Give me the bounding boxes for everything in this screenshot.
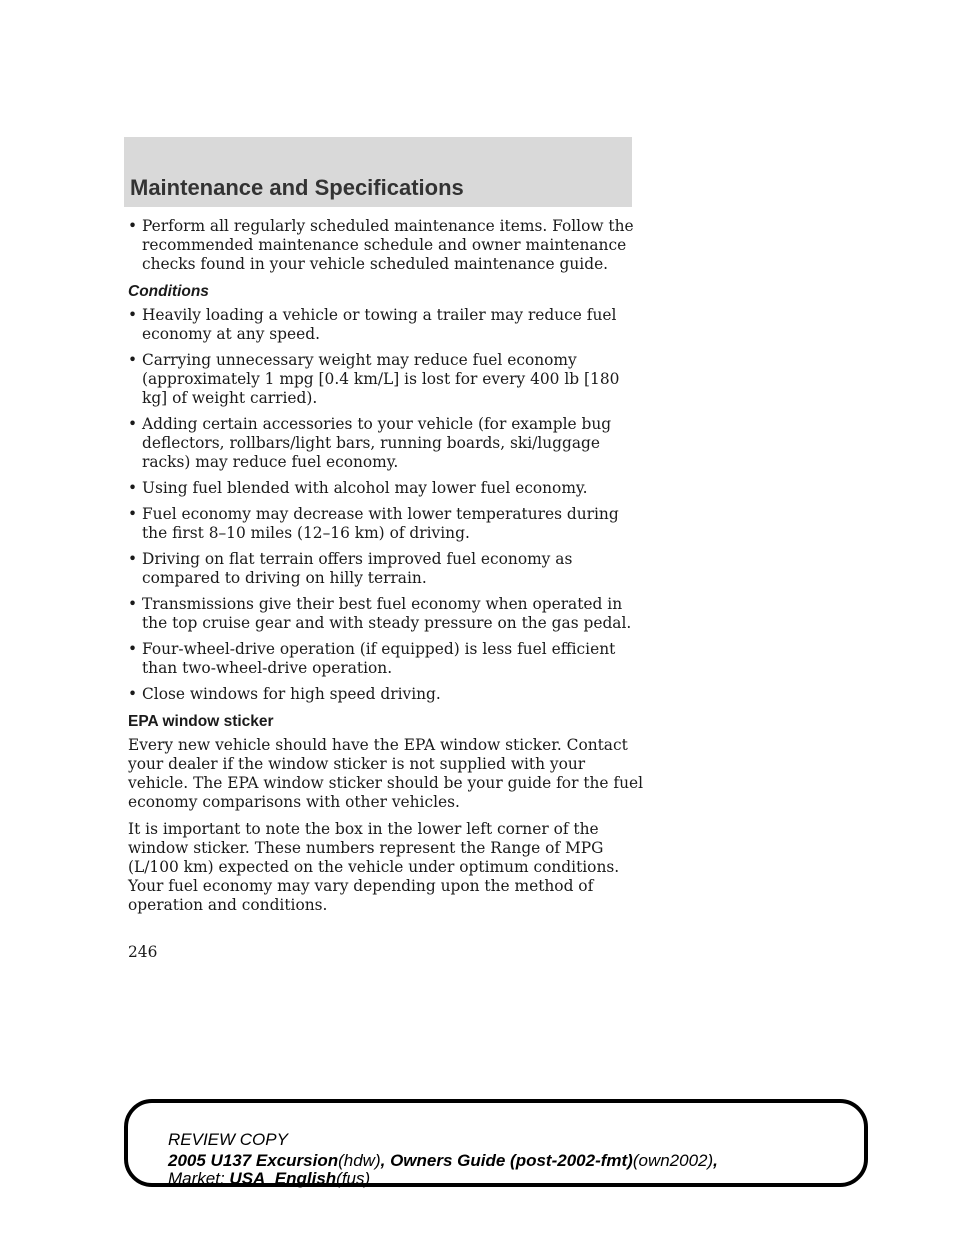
bullet-item xyxy=(128,351,648,408)
page-content xyxy=(128,217,648,923)
bullet-dot: • xyxy=(128,351,138,369)
epa-heading: EPA window sticker xyxy=(128,713,274,730)
bullet-text: Transmissions give their best fuel economy when operated in the top cruise gear and with steady pressure on the gas pedal. xyxy=(142,595,632,632)
bullet-text: Adding certain accessories to your vehicle (for example bug deflectors, rollbars/light bars, running boards, ski/luggage racks) may reduce fuel economy. xyxy=(142,415,612,471)
review-model-line xyxy=(168,1151,718,1171)
review-market-code: (fus) xyxy=(336,1169,371,1188)
bullet-text: Perform all regularly scheduled maintenance items. Follow the recommended maintenance schedule and owner maintenance checks found in your vehicle scheduled maintenance guide. xyxy=(142,217,634,273)
bullet-text: Fuel economy may decrease with lower temperatures during the first 8–10 miles (12–16 km) of driving. xyxy=(142,505,619,542)
page-number: 246 xyxy=(128,943,158,961)
review-market-line xyxy=(168,1169,370,1189)
review-trail: , xyxy=(713,1151,718,1170)
review-market-label: Market: xyxy=(168,1169,225,1188)
review-guide: , Owners Guide (post-2002-fmt) xyxy=(380,1151,633,1170)
bullet-item xyxy=(128,640,648,678)
review-copy-box xyxy=(124,1099,868,1187)
bullet-item xyxy=(128,595,648,633)
review-market: USA_English xyxy=(229,1169,337,1188)
bullet-dot: • xyxy=(128,550,138,568)
review-model: 2005 U137 Excursion xyxy=(168,1151,339,1170)
bullet-item xyxy=(128,479,648,498)
review-model-code: (hdw) xyxy=(338,1151,381,1170)
section-title: Maintenance and Specifications xyxy=(130,175,464,200)
bullet-text: Close windows for high speed driving. xyxy=(142,685,441,703)
bullet-item xyxy=(128,217,648,274)
epa-paragraph: Every new vehicle should have the EPA window sticker. Contact your dealer if the window sticker is not supplied with your vehicle. The EPA window sticker should be your guide for the fuel economy comparisons with other vehicles. xyxy=(128,736,644,811)
bullet-text: Driving on flat terrain offers improved fuel economy as compared to driving on hilly terrain. xyxy=(142,550,573,587)
review-label: REVIEW COPY xyxy=(168,1130,288,1149)
bullet-dot: • xyxy=(128,505,138,523)
bullet-dot: • xyxy=(128,685,138,703)
section-header xyxy=(124,137,632,207)
bullet-item xyxy=(128,505,648,543)
bullet-dot: • xyxy=(128,595,138,613)
bullet-dot: • xyxy=(128,640,138,658)
bullet-text: Four-wheel-drive operation (if equipped) is less fuel efficient than two-wheel-drive operation. xyxy=(142,640,616,677)
bullet-text: Carrying unnecessary weight may reduce fuel economy (approximately 1 mpg [0.4 km/L] is lost for every 400 lb [180 kg] of weight carried). xyxy=(142,351,620,407)
bullet-dot: • xyxy=(128,415,138,433)
bullet-text: Using fuel blended with alcohol may lower fuel economy. xyxy=(142,479,588,497)
bullet-dot: • xyxy=(128,306,138,324)
bullet-item xyxy=(128,685,648,704)
bullet-dot: • xyxy=(128,479,138,497)
bullet-text: Heavily loading a vehicle or towing a trailer may reduce fuel economy at any speed. xyxy=(142,306,617,343)
conditions-heading: Conditions xyxy=(128,283,209,300)
bullet-dot: • xyxy=(128,217,138,235)
bullet-item xyxy=(128,415,648,472)
review-guide-code: (own2002) xyxy=(632,1151,714,1170)
bullet-item xyxy=(128,550,648,588)
epa-paragraph: It is important to note the box in the lower left corner of the window sticker. These numbers represent the Range of MPG (L/100 km) expected on the vehicle under optimum conditions. Your fuel economy may vary depending upon the method of operation and conditions. xyxy=(128,820,620,914)
bullet-item xyxy=(128,306,648,344)
